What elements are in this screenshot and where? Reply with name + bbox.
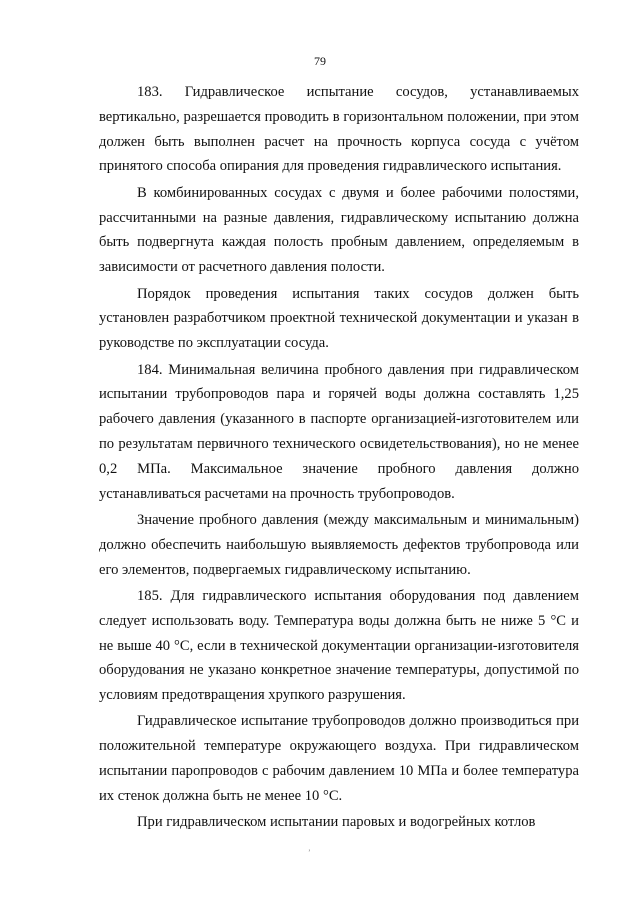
paragraph-combined-vessels: В комбинированных сосудах с двумя и более рабочими полостями, рассчитанными на разные давления, гидравлическому испытанию должна быть подвергнута каждая полость пробным давлением, определяемым в зависимости от расчетного давления полости. [99,184,579,276]
paragraph-184: 184. Минимальная величина пробного давления при гидравлическом испытании трубопроводов пара и горячей воды должна составлять 1,25 рабочего давления (указанного в паспорте организацией-изготовителем или по результатам первичного технического освидетельствования), но не менее 0,2 МПа. Максимальное значение пробного давления должно устанавливаться расчетами на прочность трубопроводов. [99,361,579,502]
page-number: 79 [314,54,326,68]
paragraph-pipeline-temperature: Гидравлическое испытание трубопроводов должно производиться при положительной температуре окружающего воздуха. При гидравлическом испытании паропроводов с рабочим давлением 10 МПа и более температура их стенок должна быть не менее 10 °С. [99,713,579,804]
paragraph-testing-procedure: Порядок проведения испытания таких сосудов должен быть установлен разработчиком проектной технической документации и указан в руководстве по эксплуатации сосуда. [99,285,579,352]
scan-mark: ’ [308,848,311,857]
document-body [99,80,579,835]
paragraph-test-pressure-value: Значение пробного давления (между максимальным и минимальным) должно обеспечить наибольшую выявляемость дефектов трубопровода или его элементов, подвергаемых гидравлическому испытанию. [99,511,579,578]
paragraph-boilers: При гидравлическом испытании паровых и водогрейных котлов [137,814,536,831]
paragraph-183: 183. Гидравлическое испытание сосудов, устанавливаемых вертикально, разрешается проводить в горизонтальном положении, при этом должен быть выполнен расчет на прочность корпуса сосуда с учётом принятого способа опирания для проведения гидравлического испытания. [99,84,579,175]
paragraph-185: 185. Для гидравлического испытания оборудования под давлением следует использовать воду. Температура воды должна быть не ниже 5 °С и не выше 40 °С, если в технической документации организации-изготовителя оборудования не указано конкретное значение температуры, допустимой по условиям предотвращения хрупкого разрушения. [99,587,579,704]
